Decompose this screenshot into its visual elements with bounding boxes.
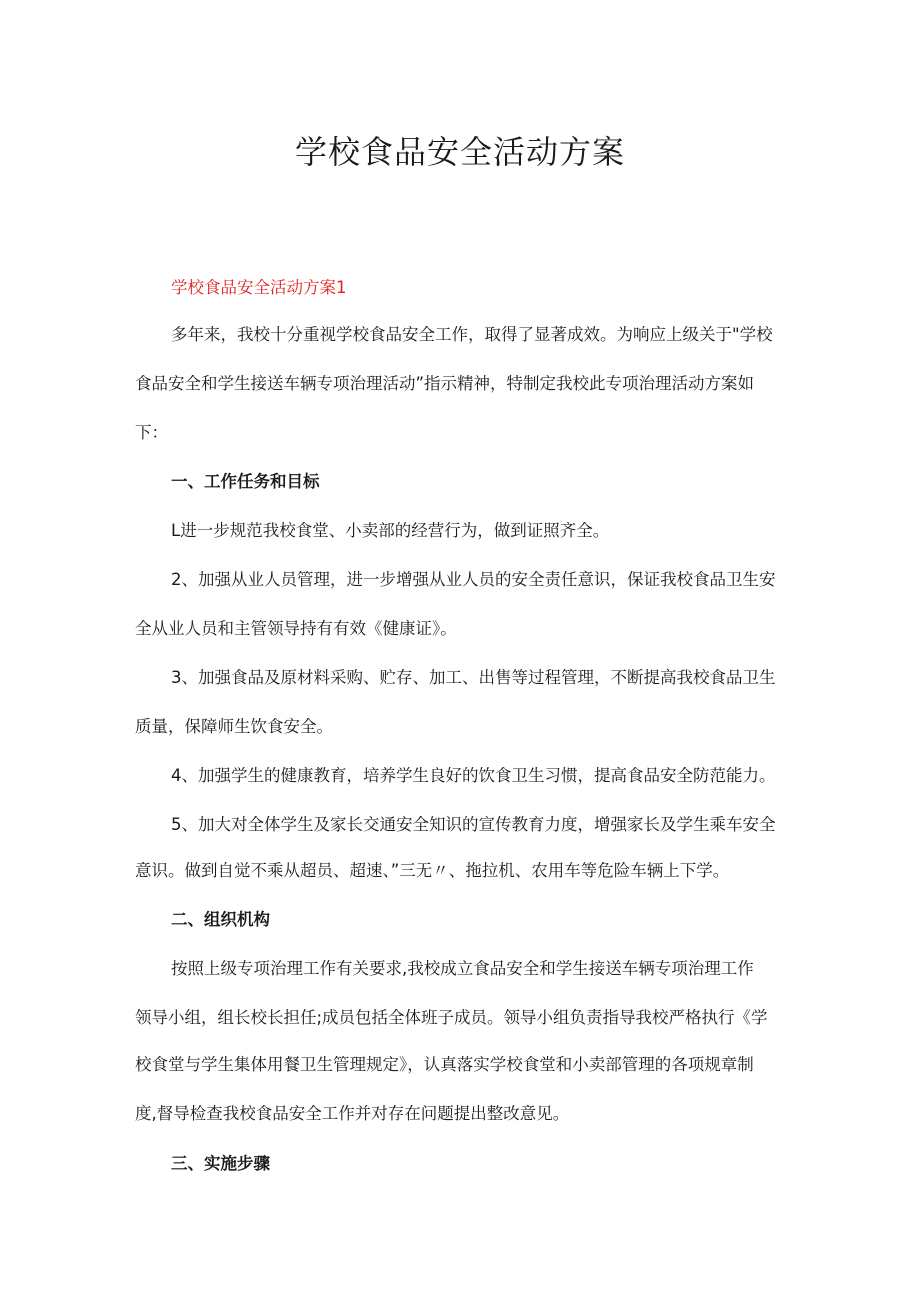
section-2-line-2: 领导小组，组长校长担任;成员包括全体班子成员。领导小组负责指导我校严格执行《学 [135, 1008, 768, 1027]
section-1-item-4: 4、加强学生的健康教育，培养学生良好的饮食卫生习惯，提高食品安全防范能力。 [171, 766, 776, 785]
intro-line-1: 多年来，我校十分重视学校食品安全工作，取得了显著成效。为响应上级关于"学校 [171, 325, 773, 344]
section-2-line-4: 度,督导检查我校食品安全工作并对存在问题提出整改意见。 [135, 1104, 570, 1123]
document-title: 学校食品安全活动方案 [294, 133, 625, 171]
intro-line-2: 食品安全和学生接送车辆专项治理活动”指示精神，特制定我校此专项治理活动方案如 [135, 374, 755, 393]
section-1-item-5-line-2: 意识。做到自觉不乘从超员、超速、”三无〃、拖拉机、农用车等危险车辆上下学。 [135, 861, 730, 880]
section-1-item-3-line-2: 质量，保障师生饮食安全。 [135, 717, 333, 736]
section-2-heading: 二、组织机构 [171, 910, 270, 929]
document-subtitle: 学校食品安全活动方案1 [171, 278, 347, 297]
section-1-item-3-line-1: 3、加强食品及原材料采购、贮存、加工、出售等过程管理，不断提高我校食品卫生 [171, 668, 776, 687]
section-1-heading: 一、工作任务和目标 [171, 472, 320, 491]
intro-line-3: 下： [135, 423, 168, 442]
section-1-item-5-line-1: 5、加大对全体学生及家长交通安全知识的宣传教育力度，增强家长及学生乘车安全 [171, 815, 776, 834]
section-1-item-2-line-1: 2、加强从业人员管理，进一步增强从业人员的安全责任意识，保证我校食品卫生安 [171, 570, 776, 589]
section-1-item-1: L进一步规范我校食堂、小卖部的经营行为，做到证照齐全。 [171, 521, 610, 540]
section-1-item-2-line-2: 全从业人员和主管领导持有有效《健康证》。 [135, 619, 457, 638]
section-2-line-1: 按照上级专项治理工作有关要求,我校成立食品安全和学生接送车辆专项治理工作 [171, 959, 754, 978]
section-2-line-3: 校食堂与学生集体用餐卫生管理规定》，认真落实学校食堂和小卖部管理的各项规章制 [135, 1055, 754, 1074]
section-3-heading: 三、实施步骤 [171, 1154, 270, 1173]
